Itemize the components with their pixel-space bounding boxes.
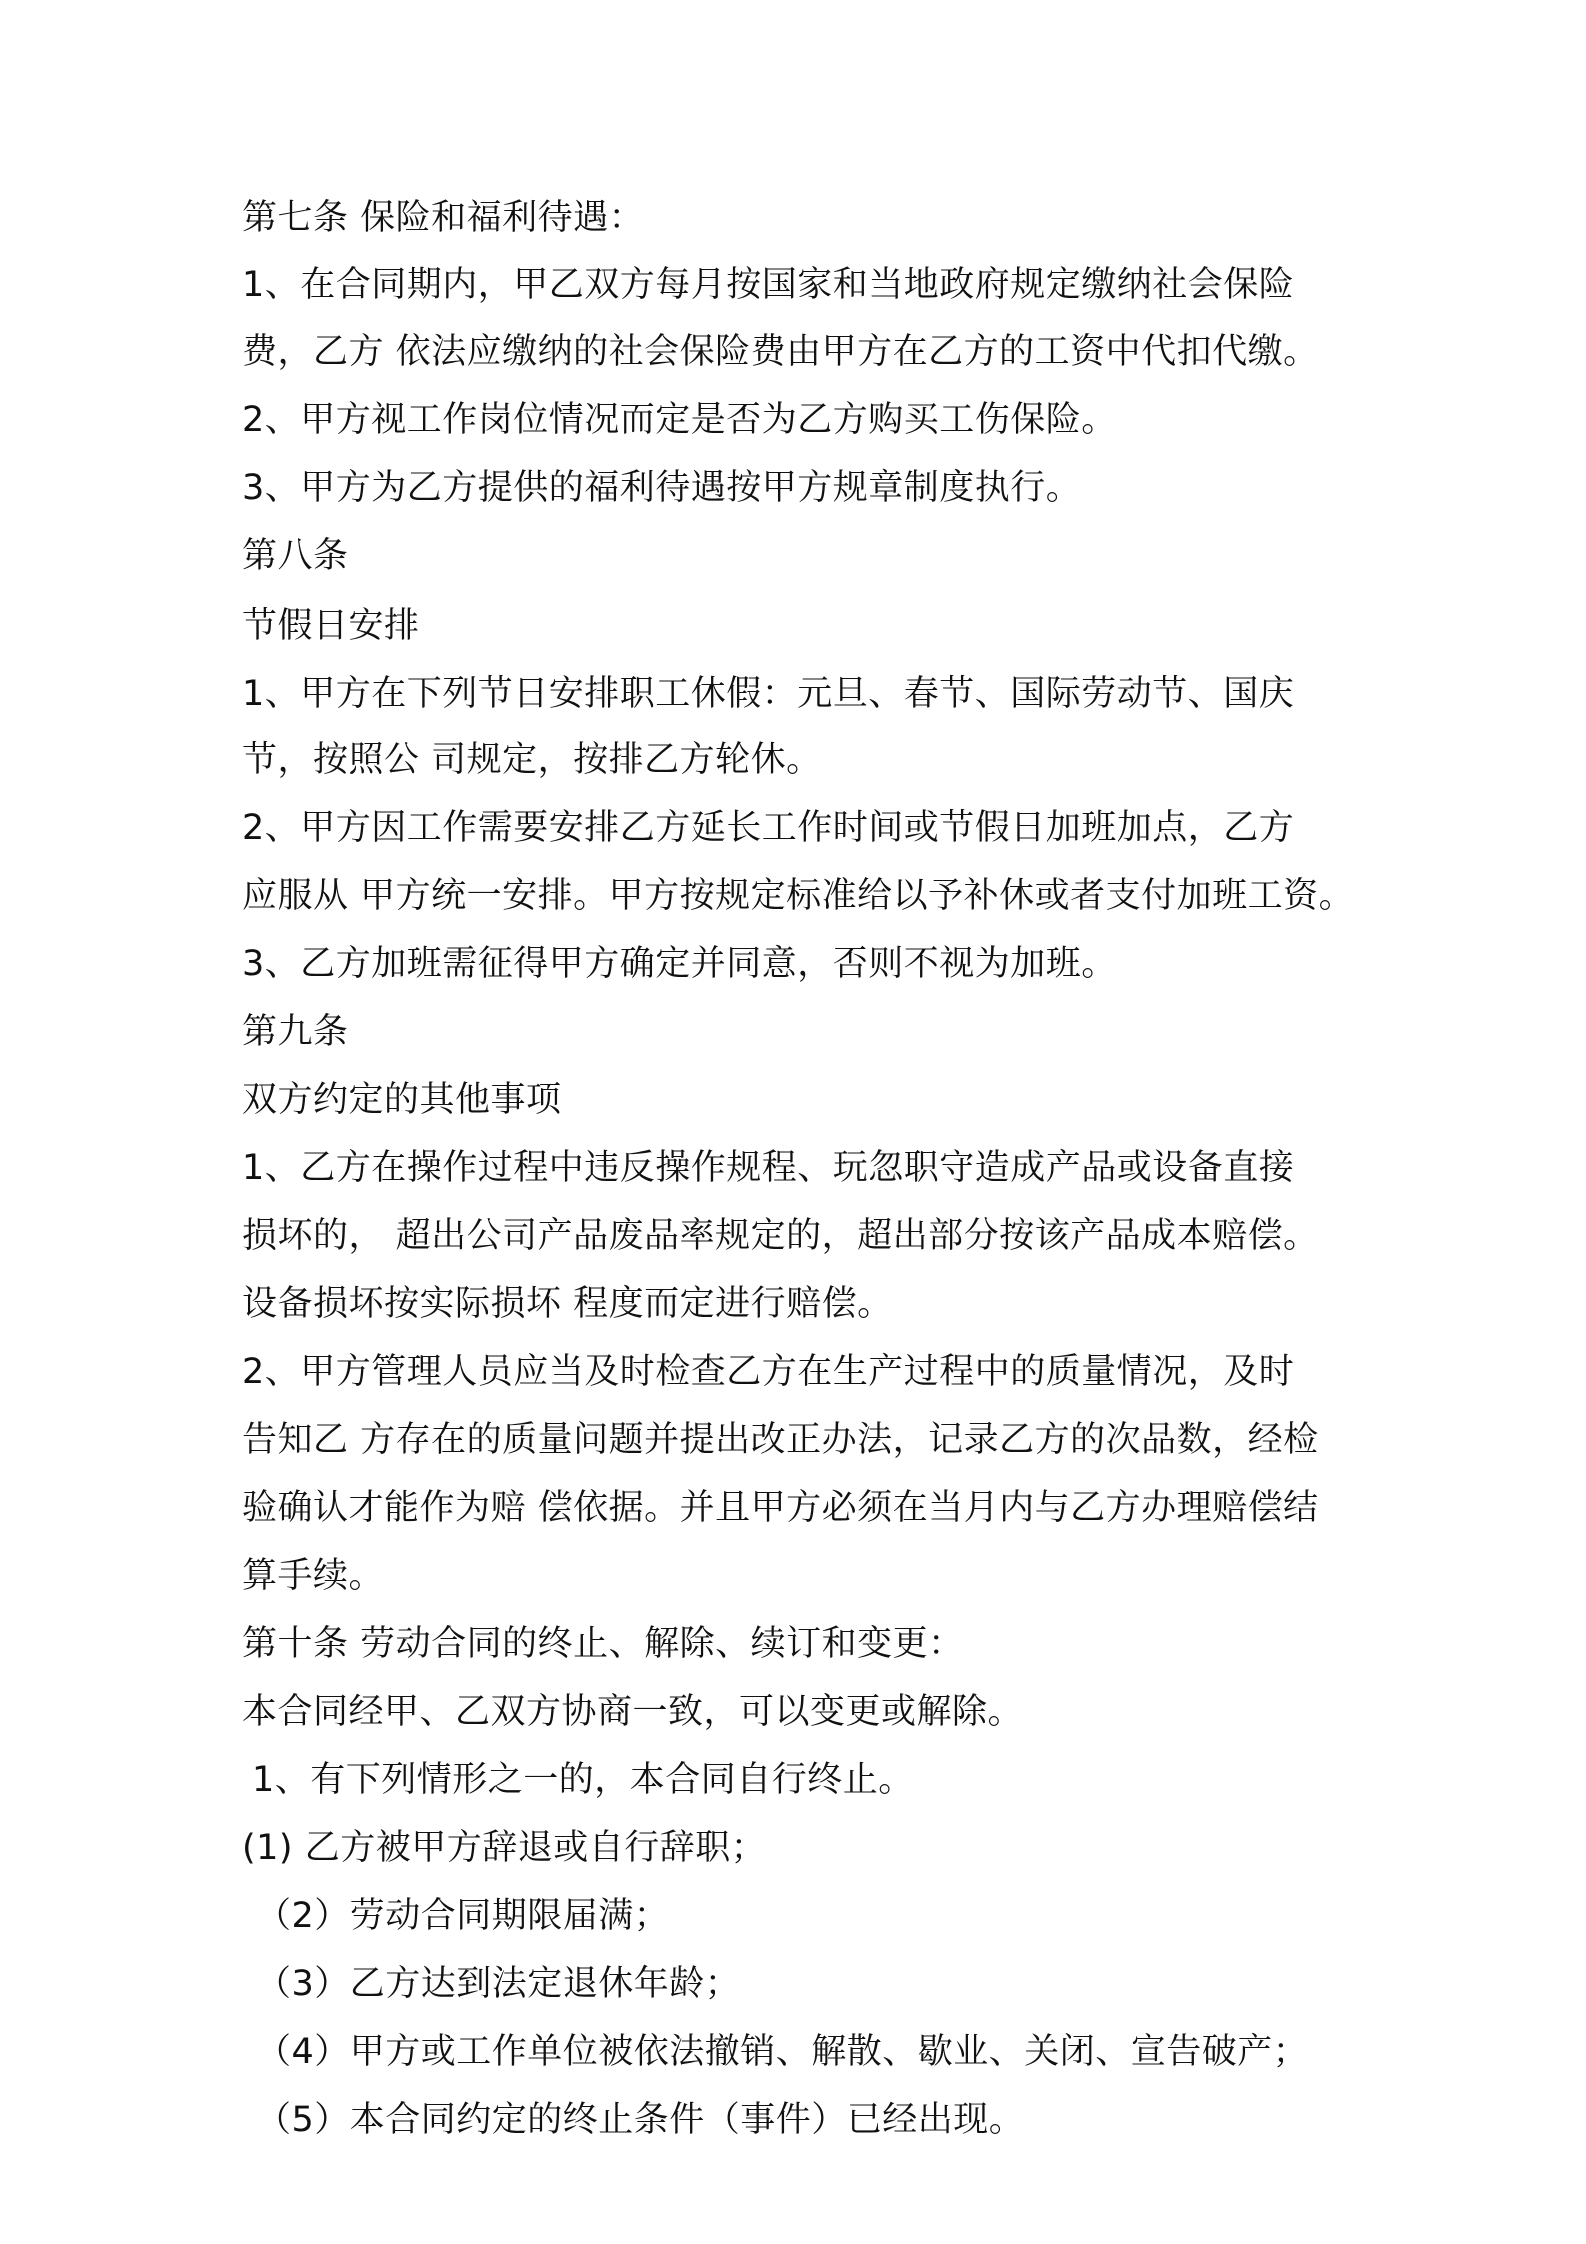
list-item: (1) 乙方被甲方辞退或自行辞职； — [242, 1828, 767, 1868]
section-title: 节假日安排 — [242, 606, 420, 646]
paragraph-line: 费，乙方 依法应缴纳的社会保险费由甲方在乙方的工资中代扣代缴。 — [242, 332, 1319, 372]
paragraph-line: 3、甲方为乙方提供的福利待遇按甲方规章制度执行。 — [242, 468, 1082, 508]
paragraph-line: 应服从 甲方统一安排。甲方按规定标准给以予补休或者支付加班工资。 — [242, 876, 1355, 916]
list-item: （2）劳动合同期限届满； — [256, 1896, 670, 1936]
paragraph-line: 2、甲方视工作岗位情况而定是否为乙方购买工伤保险。 — [242, 400, 1117, 440]
paragraph-line: 损坏的， 超出公司产品废品率规定的，超出部分按该产品成本赔偿。 — [242, 1216, 1319, 1256]
paragraph-line: 1、乙方在操作过程中违反操作规程、玩忽职守造成产品或设备直接 — [242, 1148, 1295, 1188]
paragraph-line: 设备损坏按实际损坏 程度而定进行赔偿。 — [242, 1284, 893, 1324]
paragraph-line: 2、甲方管理人员应当及时检查乙方在生产过程中的质量情况，及时 — [242, 1352, 1295, 1392]
paragraph-line: 节，按照公 司规定，按排乙方轮休。 — [242, 740, 822, 780]
paragraph-line: 3、乙方加班需征得甲方确定并同意，否则不视为加班。 — [242, 944, 1117, 984]
paragraph-line: 算手续。 — [242, 1556, 385, 1596]
paragraph-line: 2、甲方因工作需要安排乙方延长工作时间或节假日加班加点，乙方 — [242, 808, 1295, 848]
paragraph-line: 1、甲方在下列节日安排职工休假：元旦、春节、国际劳动节、国庆 — [242, 674, 1295, 714]
section-title: 双方约定的其他事项 — [242, 1080, 562, 1120]
list-item: （4）甲方或工作单位被依法撤销、解散、歇业、关闭、宣告破产； — [256, 2032, 1309, 2072]
paragraph-line: 1、在合同期内，甲乙双方每月按国家和当地政府规定缴纳社会保险 — [242, 265, 1295, 305]
paragraph-line: 告知乙 方存在的质量问题并提出改正办法，记录乙方的次品数，经检 — [242, 1420, 1319, 1460]
paragraph-line: 本合同经甲、乙双方协商一致，可以变更或解除。 — [242, 1692, 1024, 1732]
article-9-heading: 第九条 — [242, 1012, 349, 1052]
article-8-heading: 第八条 — [242, 536, 349, 576]
list-item: （3）乙方达到法定退休年龄； — [256, 1964, 741, 2004]
paragraph-line: 1、有下列情形之一的，本合同自行终止。 — [252, 1760, 914, 1800]
paragraph-line: 验确认才能作为赔 偿依据。并且甲方必须在当月内与乙方办理赔偿结 — [242, 1488, 1319, 1528]
article-7-heading: 第七条 保险和福利待遇： — [242, 198, 645, 238]
article-10-heading: 第十条 劳动合同的终止、解除、续订和变更： — [242, 1624, 964, 1664]
list-item: （5）本合同约定的终止条件（事件）已经出现。 — [256, 2100, 1025, 2140]
